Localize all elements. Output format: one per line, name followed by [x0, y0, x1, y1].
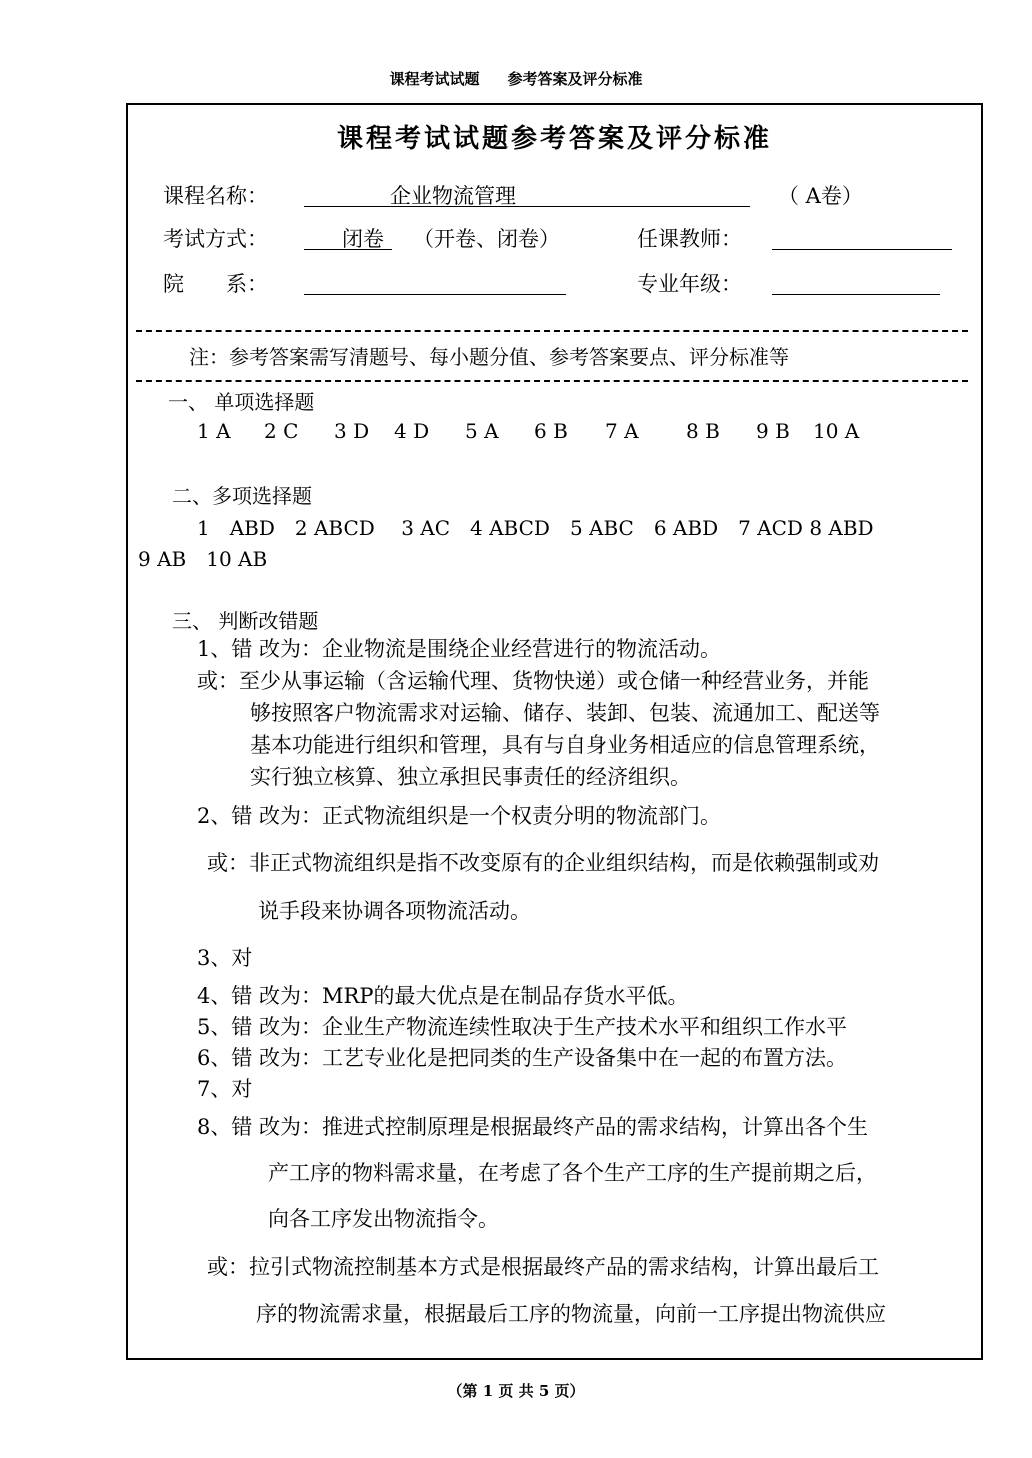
grade-underline — [772, 294, 940, 295]
exam-mode-value: 闭卷 — [342, 227, 384, 251]
q1-alternative-line: 基本功能进行组织和管理，具有与自身业务相适应的信息管理系统， — [250, 733, 880, 757]
section1-answer: 5 A — [465, 419, 499, 443]
grade-label: 专业年级： — [637, 272, 742, 296]
q7-answer: 7、对 — [197, 1077, 253, 1101]
running-header-left: 课程考试试题 — [389, 70, 480, 88]
teacher-label: 任课教师： — [637, 227, 742, 251]
course-value: 企业物流管理 — [390, 184, 516, 208]
section1-answer: 4 D — [394, 419, 430, 443]
course-underline — [304, 206, 750, 207]
q1-alternative-line: 或：至少从事运输（含运输代理、货物快递）或仓储一种经营业务，并能 — [197, 669, 869, 693]
section2-heading: 二、多项选择题 — [172, 484, 312, 508]
section3-heading: 三、 判断改错题 — [172, 609, 319, 633]
course-label: 课程名称： — [163, 184, 268, 208]
running-header-right: 参考答案及评分标准 — [507, 70, 643, 88]
section1-answer: 10 A — [813, 419, 860, 443]
q1-alternative-line: 实行独立核算、独立承担民事责任的经济组织。 — [250, 765, 691, 789]
teacher-underline — [772, 249, 952, 250]
q3-answer: 3、对 — [197, 946, 253, 970]
q2-alternative-line: 或：非正式物流组织是指不改变原有的企业组织结构，而是依赖强制或劝 — [207, 851, 879, 875]
q5-answer: 5、错 改为：企业生产物流连续性取决于生产技术水平和组织工作水平 — [197, 1015, 848, 1039]
section1-answer: 8 B — [686, 419, 720, 443]
department-underline — [304, 294, 566, 295]
q2-answer: 2、错 改为：正式物流组织是一个权责分明的物流部门。 — [197, 804, 722, 828]
exam-mode-options: （开卷、闭卷） — [413, 227, 560, 251]
q8-alternative-line: 或：拉引式物流控制基本方式是根据最终产品的需求结构，计算出最后工 — [207, 1255, 879, 1279]
q1-alternative-line: 够按照客户物流需求对运输、储存、装卸、包装、流通加工、配送等 — [250, 701, 880, 725]
section1-heading: 一、 单项选择题 — [168, 390, 315, 414]
q6-answer: 6、错 改为：工艺专业化是把同类的生产设备集中在一起的布置方法。 — [197, 1046, 848, 1070]
page-footer: （第 1 页 共 5 页） — [447, 1382, 585, 1400]
section1-answer: 7 A — [605, 419, 639, 443]
section1-answer: 3 D — [334, 419, 370, 443]
department-label: 院 系： — [163, 272, 268, 296]
section2-answers-line1: 1 ABD 2 ABCD 3 AC 4 ABCD 5 ABC 6 ABD 7 ACD 8 ABD — [197, 516, 874, 540]
running-header — [0, 68, 1032, 89]
q1-answer: 1、错 改为：企业物流是围绕企业经营进行的物流活动。 — [197, 637, 722, 661]
document-title: 课程考试试题参考答案及评分标准 — [336, 124, 772, 154]
paper-version: （ A卷） — [778, 184, 863, 208]
q8-answer-line: 向各工序发出物流指令。 — [268, 1207, 499, 1231]
q8-alternative-line: 序的物流需求量，根据最后工序的物流量，向前一工序提出物流供应 — [256, 1302, 886, 1326]
q8-answer-line: 产工序的物料需求量，在考虑了各个生产工序的生产提前期之后， — [268, 1161, 877, 1185]
dashed-divider-bottom — [136, 380, 968, 382]
q4-answer: 4、错 改为：MRP的最大优点是在制品存货水平低。 — [197, 984, 689, 1008]
section2-answers-line2: 9 AB 10 AB — [138, 547, 268, 571]
section1-answer: 6 B — [534, 419, 568, 443]
section1-answer: 1 A — [197, 419, 231, 443]
section1-answer: 9 B — [756, 419, 790, 443]
section1-answer: 2 C — [264, 419, 299, 443]
q2-alternative-line: 说手段来协调各项物流活动。 — [258, 899, 531, 923]
q8-answer-line: 8、错 改为：推进式控制原理是根据最终产品的需求结构，计算出各个生 — [197, 1115, 869, 1139]
exam-mode-label: 考试方式： — [163, 227, 268, 251]
dashed-divider-top — [136, 330, 968, 332]
note-text: 注：参考答案需写清题号、每小题分值、参考答案要点、评分标准等 — [189, 345, 789, 369]
